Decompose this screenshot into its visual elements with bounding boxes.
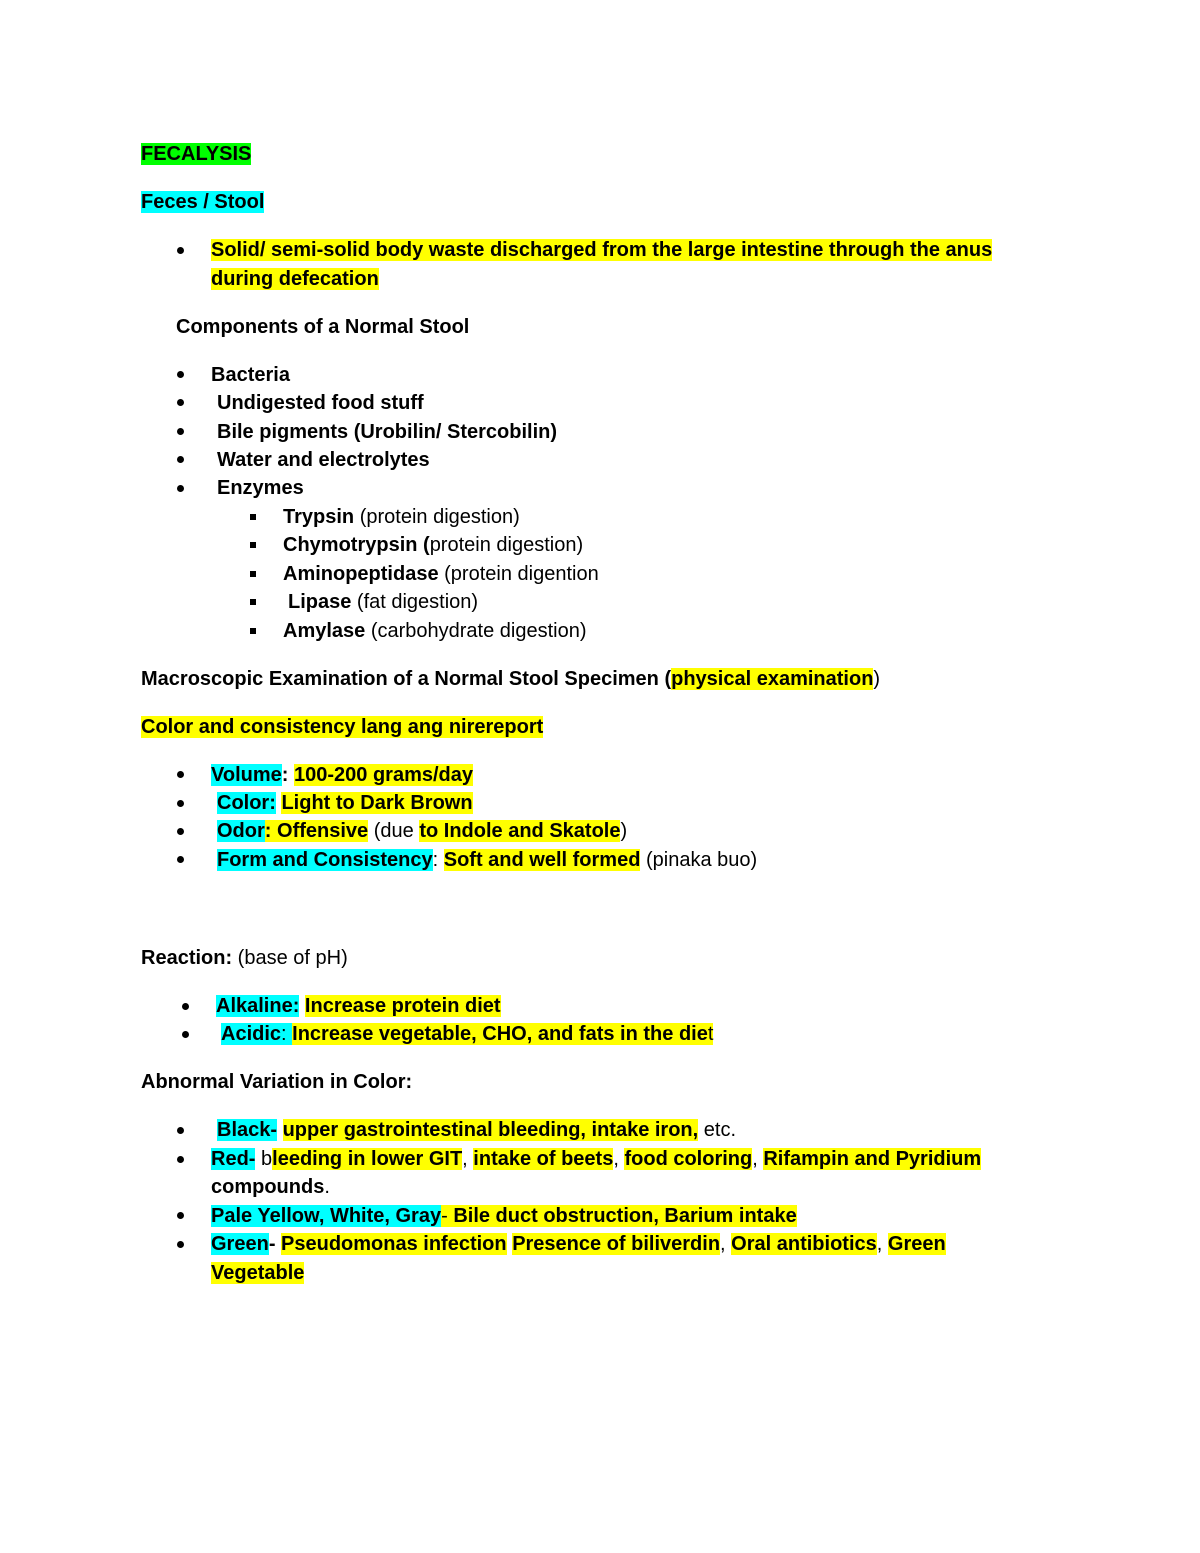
feces-heading: Feces / Stool [141, 191, 265, 213]
bullet-icon [177, 856, 184, 863]
pale-item: Pale Yellow, White, Gray- Bile duct obstruction, Barium intake [211, 1205, 797, 1227]
bullet-icon [177, 828, 184, 835]
acidic-item: Acidic: Increase vegetable, CHO, and fats in the diet [221, 1023, 714, 1045]
square-bullet-icon [250, 628, 256, 634]
bullet-icon [177, 1212, 184, 1219]
enzyme-aminopeptidase: Aminopeptidase (protein digention [283, 563, 599, 585]
component-undigested-food: Undigested food stuff [217, 392, 424, 414]
bullet-icon [177, 771, 184, 778]
enzyme-amylase: Amylase (carbohydrate digestion) [283, 620, 587, 642]
square-bullet-icon [250, 514, 256, 520]
bullet-icon [177, 800, 184, 807]
components-heading: Components of a Normal Stool [176, 316, 470, 338]
title-highlight: FECALYSIS [141, 143, 252, 165]
black-item: Black- upper gastrointestinal bleeding, intake iron, etc. [217, 1119, 737, 1141]
bullet-icon [177, 1127, 184, 1134]
component-bacteria: Bacteria [211, 364, 290, 386]
definition-line-1: Solid/ semi-solid body waste discharged from the large intestine through the anus [211, 239, 993, 261]
form-item: Form and Consistency: Soft and well formed (pinaka buo) [217, 849, 758, 871]
bullet-icon [177, 456, 184, 463]
macroscopic-heading: Macroscopic Examination of a Normal Stool Specimen (physical examination) [141, 668, 881, 690]
abnormal-heading: Abnormal Variation in Color: [141, 1071, 413, 1093]
bullet-icon [177, 247, 184, 254]
bullet-icon [177, 485, 184, 492]
red-item-line-2: compounds. [211, 1176, 330, 1198]
odor-item: Odor: Offensive (due to Indole and Skatole) [217, 820, 628, 842]
bullet-icon [177, 428, 184, 435]
red-item-line-1: Red- bleeding in lower GIT, intake of beets, food coloring, Rifampin and Pyridium [211, 1148, 982, 1170]
bullet-icon [177, 399, 184, 406]
square-bullet-icon [250, 599, 256, 605]
square-bullet-icon [250, 571, 256, 577]
bullet-icon [177, 371, 184, 378]
color-item: Color: Light to Dark Brown [217, 792, 473, 814]
enzyme-trypsin: Trypsin (protein digestion) [283, 506, 520, 528]
bullet-icon [177, 1241, 184, 1248]
green-item-line-1: Green- Pseudomonas infection Presence of biliverdin, Oral antibiotics, Green [211, 1233, 946, 1255]
macroscopic-note: Color and consistency lang ang nirereport [141, 716, 544, 738]
component-water-electrolytes: Water and electrolytes [217, 449, 430, 471]
bullet-icon [177, 1156, 184, 1163]
reaction-heading: Reaction: (base of pH) [141, 947, 348, 969]
green-item-line-2: Vegetable [211, 1262, 305, 1284]
bullet-icon [182, 1003, 189, 1010]
definition-line-2: during defecation [211, 268, 379, 290]
component-bile-pigments: Bile pigments (Urobilin/ Stercobilin) [217, 421, 558, 443]
component-enzymes: Enzymes [217, 477, 304, 499]
volume-item: Volume: 100-200 grams/day [211, 764, 474, 786]
document-title [141, 141, 251, 167]
alkaline-item: Alkaline: Increase protein diet [216, 995, 501, 1017]
square-bullet-icon [250, 542, 256, 548]
enzyme-lipase: Lipase (fat digestion) [288, 591, 479, 613]
bullet-icon [182, 1031, 189, 1038]
enzyme-chymotrypsin: Chymotrypsin (protein digestion) [283, 534, 584, 556]
